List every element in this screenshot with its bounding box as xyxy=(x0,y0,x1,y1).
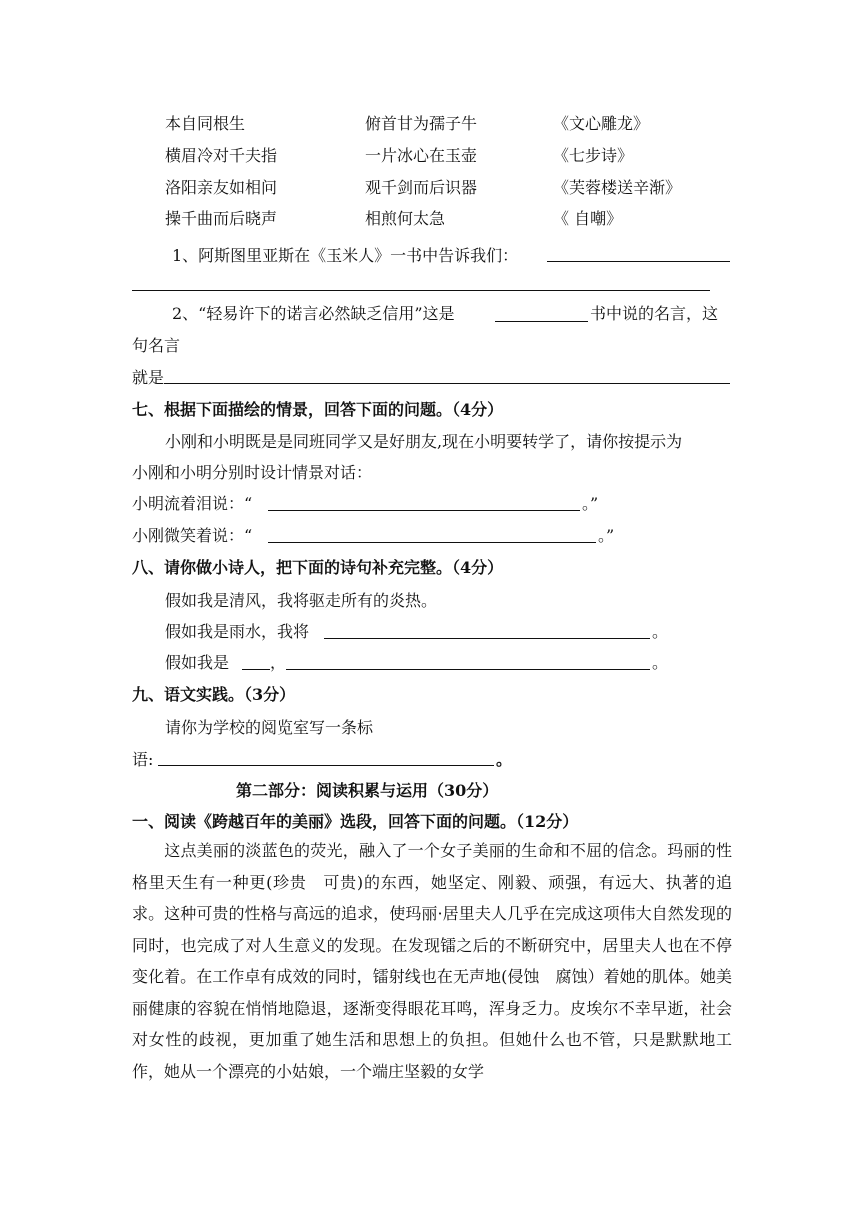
match-col2-item: 一片冰心在玉壶 xyxy=(365,146,478,165)
question-2-text: 书中说的名言，这 xyxy=(590,304,719,323)
match-col1-item: 操千曲而后晓声 xyxy=(165,209,278,228)
section-7-title: 七、根据下面描绘的情景，回答下面的问题。（4分） xyxy=(132,400,504,419)
answer-blank[interactable] xyxy=(547,261,730,262)
question-1: 1、阿斯图里亚斯在《玉米人》一书中告诉我们： xyxy=(172,246,519,265)
section-8-title: 八、请你做小诗人，把下面的诗句补充完整。（4分） xyxy=(132,558,504,577)
reading-title: 一、阅读《跨越百年的美丽》选段，回答下面的问题。（12分） xyxy=(132,812,579,831)
answer-blank[interactable] xyxy=(286,669,650,670)
section-9-prompt: 语: xyxy=(132,750,154,769)
answer-blank[interactable] xyxy=(158,765,494,766)
answer-blank[interactable] xyxy=(132,290,710,291)
poem-line-1: 假如我是清风，我将驱走所有的炎热。 xyxy=(165,591,438,610)
answer-blank[interactable] xyxy=(268,542,596,543)
match-col3-item: 《芙蓉楼送辛渐》 xyxy=(553,178,682,197)
match-col3-item: 《七步诗》 xyxy=(553,146,634,165)
poem-line-2: 假如我是雨水，我将 xyxy=(165,622,310,641)
question-2-text: 就是 xyxy=(132,368,165,387)
section-7-intro: 小刚和小明既是是同班同学又是好朋友,现在小明要转学了，请你按提示为 xyxy=(165,432,683,451)
reading-passage xyxy=(132,835,732,1087)
section-9-prompt: 请你为学校的阅览室写一条标 xyxy=(165,718,374,737)
section-9-period: 。 xyxy=(496,750,513,769)
poem-line-3: 假如我是 xyxy=(165,653,230,672)
dialog-gang-label: 小刚微笑着说：“ xyxy=(132,526,253,545)
dialog-ming-label: 小明流着泪说：“ xyxy=(132,494,253,513)
poem-period: 。 xyxy=(652,653,669,672)
section-9-title: 九、语文实践。（3分） xyxy=(132,685,296,704)
poem-comma: ， xyxy=(270,653,287,672)
part-2-heading: 第二部分：阅读积累与运用（30分） xyxy=(236,781,499,800)
answer-blank[interactable] xyxy=(324,638,650,639)
match-col2-item: 相煎何太急 xyxy=(365,209,446,228)
answer-blank[interactable] xyxy=(242,669,270,670)
answer-blank[interactable] xyxy=(268,510,580,511)
match-col3-item: 《文心雕龙》 xyxy=(553,114,650,133)
answer-blank[interactable] xyxy=(164,383,730,384)
question-2-text: 句名言 xyxy=(132,336,181,355)
question-2: 2、“轻易许下的诺言必然缺乏信用”这是 xyxy=(172,304,455,323)
match-col1-item: 洛阳亲友如相问 xyxy=(165,178,278,197)
section-7-intro: 小刚和小明分别时设计情景对话： xyxy=(132,463,373,482)
match-col1-item: 本自同根生 xyxy=(165,114,246,133)
quote-end: 。” xyxy=(582,494,599,513)
quote-end: 。” xyxy=(598,526,615,545)
answer-blank[interactable] xyxy=(495,321,588,322)
match-col1-item: 横眉冷对千夫指 xyxy=(165,146,278,165)
poem-period: 。 xyxy=(652,622,669,641)
reading-passage-text: 这点美丽的淡蓝色的荧光，融入了一个女子美丽的生命和不屈的信念。玛丽的性格里天生有一种更(珍贵 可贵)的东西，她坚定、刚毅、顽强，有远大、执著的追求。这种可贵的性格与高远的追求，使玛丽·居里夫人几乎在完成这项伟大自然发现的同时，也完成了对人生意义的发现。在发现镭之后的不断研究中，居里夫人也在不停变化着。在工作卓有成效的同时，镭射线也在无声地(侵蚀 腐蚀）着她的肌体。她美丽健康的容貌在悄悄地隐退，逐渐变得眼花耳鸣，浑身乏力。皮埃尔不幸早逝，社会对女性的歧视，更加重了她生活和思想上的负担。但她什么也不管，只是默默地工作，她从一个漂亮的小姑娘，一个端庄坚毅的女学 xyxy=(132,841,732,1081)
match-col2-item: 俯首甘为孺子牛 xyxy=(365,114,478,133)
match-col3-item: 《 自嘲》 xyxy=(553,209,623,228)
match-col2-item: 观千剑而后识器 xyxy=(365,178,478,197)
